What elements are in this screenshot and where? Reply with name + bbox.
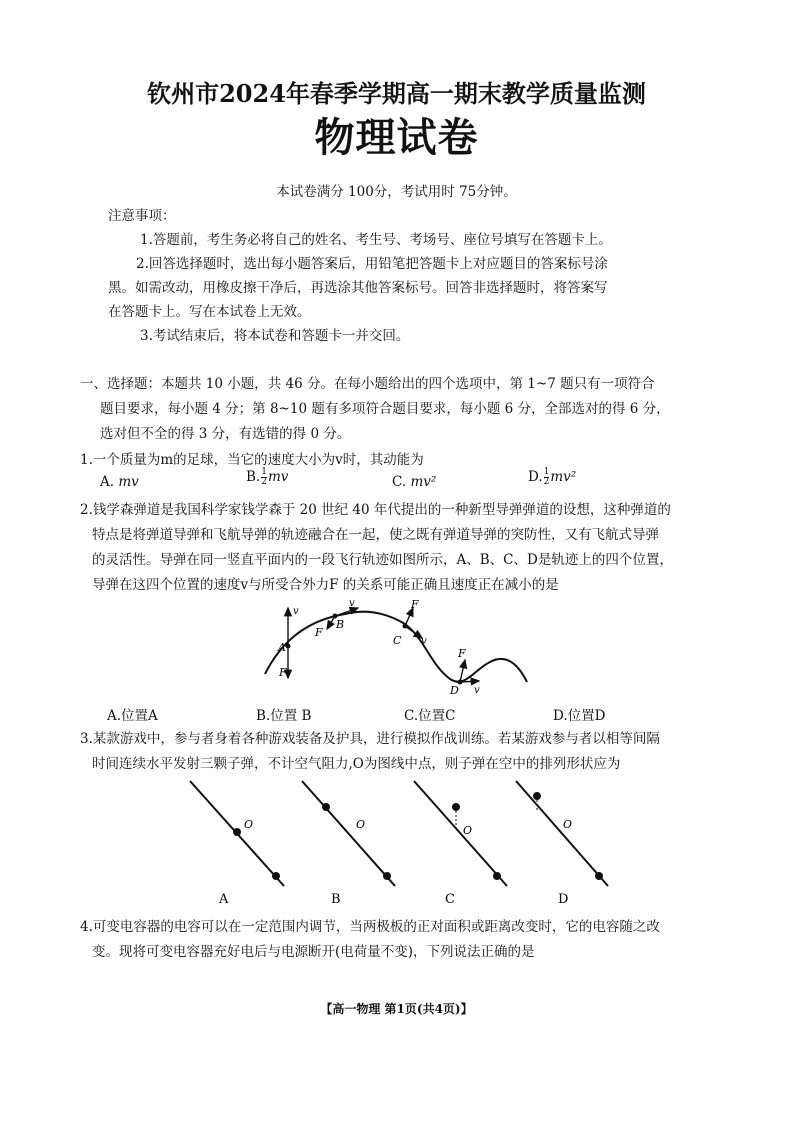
pattern-d xyxy=(516,781,608,906)
section-1-instructions-line-1: 一、选择题：本题共 10 小题，共 46 分。在每小题给出的四个选项中，第 1~7 题只有一项符合 xyxy=(80,376,655,392)
d-velocity-label: v xyxy=(474,685,480,696)
option-c-expression: mv² xyxy=(410,474,437,490)
caption-b: B xyxy=(331,892,341,906)
question-3-line-2: 时间连续水平发射三颗子弹，不计空气阻力,O为图线中点，则子弹在空中的排列形状应为 xyxy=(92,756,621,772)
option-c-label: C. xyxy=(392,474,407,490)
notice-item-1: 1.答题前，考生务必将自己的姓名、考生号、考场号、座位号填写在答题卡上。 xyxy=(140,232,612,248)
caption-c: C xyxy=(445,892,455,906)
question-1-option-c xyxy=(392,474,436,490)
pattern-c-bullet xyxy=(452,803,460,811)
question-2-option-d: D.位置D xyxy=(553,708,606,724)
option-d-label: D. xyxy=(528,469,543,485)
pattern-c xyxy=(414,781,507,906)
question-2-option-c: C.位置C xyxy=(404,708,456,724)
pattern-d-bullet xyxy=(533,792,541,800)
pattern-b-bullet xyxy=(383,872,391,880)
exam-title: 钦州市2024年春季学期高一期末教学质量监测 xyxy=(147,79,646,108)
question-4-line-1: 4.可变电容器的电容可以在一定范围内调节，当两极板的正对面积或距离改变时，它的电容随之改 xyxy=(80,919,660,935)
question-4-line-2: 变。现将可变电容器充好电后与电源断开(电荷量不变)，下列说法正确的是 xyxy=(92,944,535,960)
d-force-arrow xyxy=(460,660,465,682)
point-o-label: O xyxy=(463,824,473,837)
question-2-option-b: B.位置 B xyxy=(256,708,312,724)
score-time-note: 本试卷满分 100分，考试用时 75分钟。 xyxy=(276,184,517,200)
question-1-option-a xyxy=(100,474,139,490)
question-2-line-1: 2.钱学森弹道是我国科学家钱学森于 20 世纪 40 年代提出的一种新型导弹弹道的设想，这种弹道的 xyxy=(80,502,671,518)
option-a-expression: mv xyxy=(118,474,139,490)
a-force-label: F xyxy=(279,666,287,679)
point-d-label: D xyxy=(450,684,459,697)
notice-label: 注意事项： xyxy=(108,208,176,224)
b-velocity-label: v xyxy=(349,598,355,609)
option-d-expression: mv² xyxy=(550,469,577,485)
point-a-label: A xyxy=(278,641,286,654)
point-a-dot xyxy=(286,644,291,649)
page-footer: 【高一物理 第1页(共4页)】 xyxy=(320,1002,473,1016)
caption-a: A xyxy=(219,892,229,906)
question-2-line-3: 的灵活性。导弹在同一竖直平面内的一段飞行轨迹如图所示，A、B、C、D是轨迹上的四个位置， xyxy=(92,552,673,568)
c-velocity-arrow xyxy=(405,626,422,638)
option-b-expression: mv xyxy=(267,469,289,485)
point-c-label: C xyxy=(393,634,402,647)
pattern-c-bullet xyxy=(493,872,501,880)
notice-item-2-line-2: 黑。如需改动，用橡皮擦干净后，再选涂其他答案标号。回答非选择题时，将答案写 xyxy=(108,280,608,296)
b-force-label: F xyxy=(315,626,323,639)
question-2-option-a: A.位置A xyxy=(107,708,158,724)
c-force-label: F xyxy=(411,598,419,611)
question-1-option-d xyxy=(528,468,576,487)
section-1-instructions-line-2: 题目要求，每小题 4 分；第 8~10 题有多项符合题目要求，每小题 6 分，全部选对的得 6 分， xyxy=(100,401,670,417)
question-1-option-b xyxy=(246,468,288,487)
question-2-line-2: 特点是将弹道导弹和飞航导弹的轨迹融合在一起，使之既有弹道导弹的突防性，又有飞航式导弹 xyxy=(92,527,659,543)
pattern-b-bullet xyxy=(322,803,330,811)
notice-item-3: 3.考试结束后，将本试卷和答题卡一并交回。 xyxy=(140,328,410,344)
caption-d: D xyxy=(558,892,569,906)
option-b-label: B. xyxy=(246,469,261,485)
point-b-label: B xyxy=(336,618,345,631)
point-o-label: O xyxy=(356,818,366,831)
option-a-label: A. xyxy=(100,474,115,490)
c-velocity-label: v xyxy=(421,636,427,647)
bullet-patterns-figure xyxy=(180,776,620,906)
point-o-label: O xyxy=(244,818,254,831)
option-d-fraction: $\frac{1}{2}$ xyxy=(543,467,550,487)
pattern-d-bullet xyxy=(595,872,603,880)
d-velocity-arrow xyxy=(460,681,479,682)
trajectory-figure xyxy=(255,594,545,698)
option-b-fraction: $\frac{1}{2}$ xyxy=(261,467,267,487)
notice-item-2-line-3: 在答题卡上。写在本试卷上无效。 xyxy=(108,304,311,320)
pattern-a xyxy=(190,781,284,906)
question-1-stem: 1.一个质量为m的足球，当它的速度大小为v时，其动能为 xyxy=(80,452,424,468)
point-c-dot xyxy=(403,624,408,629)
pattern-a-bullet xyxy=(272,872,280,880)
a-velocity-label: v xyxy=(293,606,299,617)
pattern-a-bullet xyxy=(233,828,241,836)
question-3-line-1: 3.某款游戏中，参与者身着各种游戏装备及护具，进行模拟作战训练。若某游戏参与者以相等间隔 xyxy=(80,731,660,747)
subject-title: 物理试卷 xyxy=(314,114,479,161)
question-2-line-4: 导弹在这四个位置的速度v与所受合外力F 的关系可能正确且速度正在减小的是 xyxy=(92,577,559,593)
notice-item-2-line-1: 2.回答选择题时，选出每小题答案后，用铅笔把答题卡上对应题目的答案标号涂 xyxy=(136,256,608,272)
section-1-instructions-line-3: 选对但不全的得 3 分，有选错的得 0 分。 xyxy=(100,426,351,442)
point-o-label: O xyxy=(563,818,573,831)
d-force-label: F xyxy=(458,647,466,660)
pattern-b xyxy=(302,781,395,906)
